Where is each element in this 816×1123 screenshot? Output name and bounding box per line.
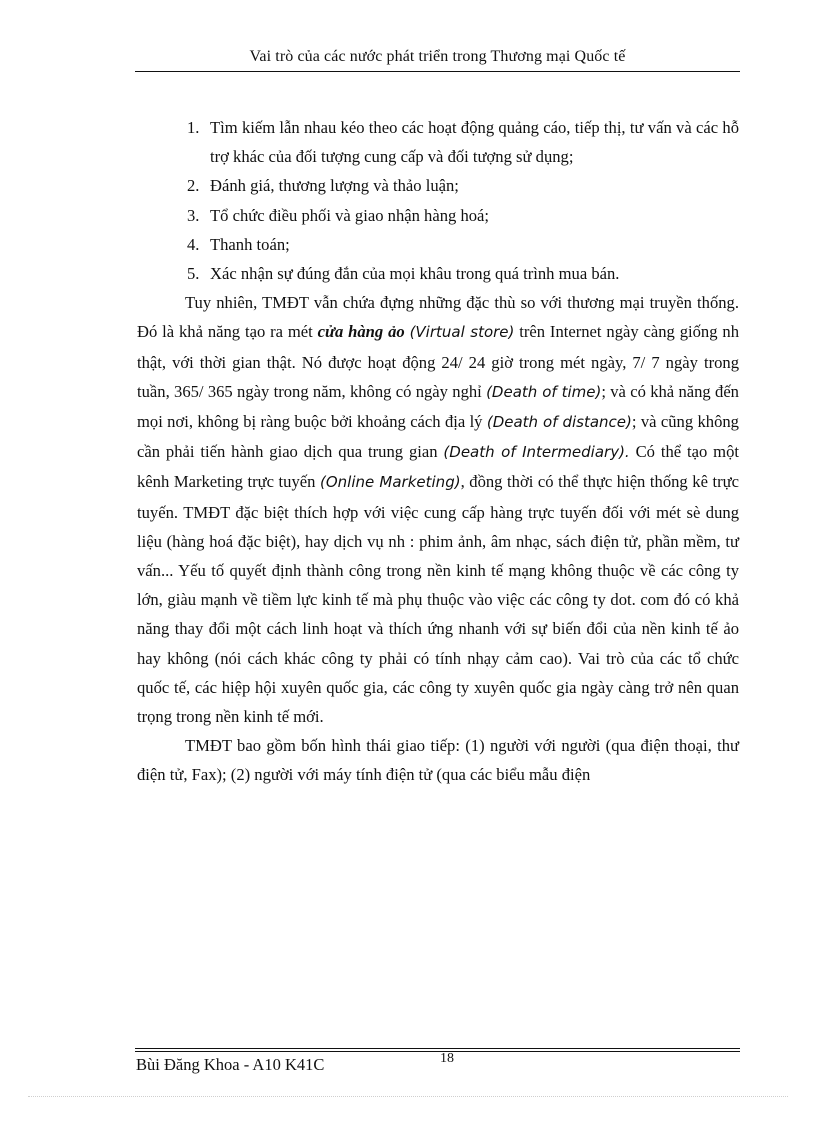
term-virtual-store: (Virtual store) [409,323,515,342]
list-item [137,171,739,200]
list-item-text: Tìm kiếm lẫn nhau kéo theo các hoạt động quảng cáo, tiếp thị, tư vấn và các hỗ trợ khác của đối tượng cung cấp và đối tượng sử dụng; [210,118,739,167]
term-death-of-intermediary: (Death of Intermediary). [443,443,630,462]
list-item-number: 3. [187,205,200,225]
list-item-text: Xác nhận sự đúng đắn của mọi khâu trong quá trình mua bán. [210,264,620,284]
header-divider [135,71,740,72]
emphasis-virtual-store: cửa hàng ảo [317,322,405,342]
list-item-text: Tổ chức điều phối và giao nhận hàng hoá; [210,205,490,225]
term-death-of-distance: (Death of distance) [486,413,632,432]
footer-divider-top [135,1048,740,1049]
page-edge-dotted-line [28,1096,788,1097]
list-item [137,230,739,259]
text-run: Có thể tạo một kênh Marketing trực tuyến [137,442,739,492]
term-death-of-time: (Death of time) [486,382,602,401]
list-item-number: 4. [187,234,200,254]
list-item [137,201,739,230]
list-item-number: 5. [187,264,200,284]
list-item [137,113,739,171]
list-item-text: Đánh giá, thương lượng và thảo luận; [210,176,459,196]
term-online-marketing: (Online Marketing) [320,473,461,492]
paragraph-communication-forms: TMĐT bao gồm bốn hình thái giao tiếp: (1) người với người (qua điện thoại, thư điện tử, Fax); (2) người với máy tính điện tử (qua các biểu mẫu điện [137,736,739,785]
page-number: 18 [440,1051,454,1066]
list-item-number: 2. [187,176,200,196]
list-item [137,259,739,288]
trade-steps-list [137,113,739,288]
paragraph-ecommerce-features [137,288,739,731]
list-item-number: 1. [187,118,200,137]
page-header-title: Vai trò của các nước phát triển trong Thương mại Quốc tế [249,48,626,65]
text-run: ; và có khả năng đến mọi nơi, không bị ràng buộc bởi khoảng cách địa lý [137,381,739,432]
page-body [137,113,739,790]
list-item-text: Thanh toán; [210,234,290,254]
text-run: , đồng thời có thể thực hiện thống kê trực tuyến. TMĐT đặc biệt thích hợp với việc cung cấp hàng trực tuyến đối với mét sè dung liệu (hàng hoá đặc biệt), hay dịch vụ nh : phim ảnh, âm nhạc, sách điện tử, phần mềm, tư vấn... Yếu tố quyết định thành công trong nền kinh tế mạng không thuộc về các công ty lớn, giàu mạnh về tiềm lực kinh tế mà phụ thuộc vào việc các công ty dot. com đó có khả năng thay đổi một cách linh hoạt và thích ứng nhanh với sự biến đổi của nền kinh tế ảo hay không (nói cách khác công ty phải có tính nhạy cảm cao). Vai trò của các tổ chức quốc tế, các hiệp hội xuyên quốc gia, các công ty xuyên quốc gia ngày càng trở nên quan trọng trong nền kinh tế mới. [137,472,739,727]
text-run: Tuy nhiên, TMĐT vẫn chứa đựng những đặc thù so với thương mại truyền thống. Đó là khả năng tạo ra mét [137,293,739,342]
text-run: trên Internet ngày càng giống nh thật, với thời gian thật. Nó được hoạt động 24/ 24 giờ trong mét ngày, 7/ 7 ngày trong tuần, 365/ 365 ngày trong năm, không có ngày nghỉ [137,322,739,401]
footer-author: Bùi Đăng Khoa - A10 K41C [136,1055,325,1074]
text-run: ; và cũng không cần phải tiến hành giao dịch qua trung gian [137,412,739,462]
